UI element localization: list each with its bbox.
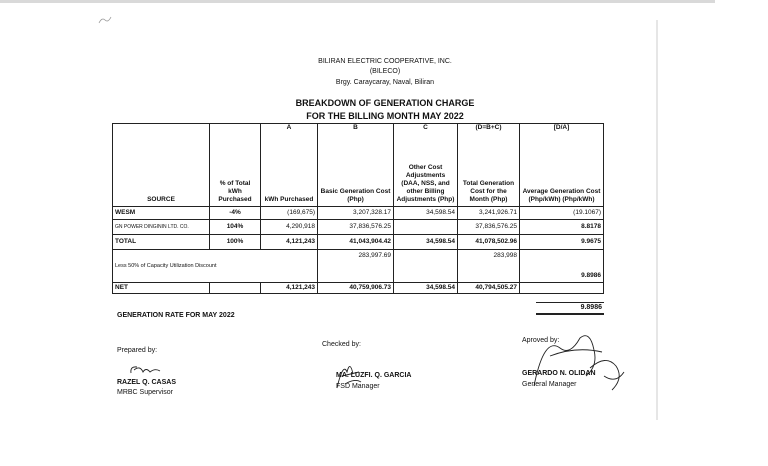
cell-total: 3,241,926.71 bbox=[458, 206, 520, 219]
column-header-avg: Average Generation Cost (Php/kWh) (Php/kWh) bbox=[520, 132, 604, 206]
cell-basic: 283,997.69 bbox=[318, 249, 394, 282]
cell-avg: 8.8178 bbox=[520, 219, 604, 234]
letter-cell-empty bbox=[113, 124, 210, 133]
approved-by-label: Aproved by: bbox=[522, 337, 560, 344]
approved-by-name: GERARDO N. OLIDAN bbox=[522, 370, 596, 377]
generation-charge-table bbox=[112, 123, 604, 294]
cell-avg: 9.9675 bbox=[520, 234, 604, 249]
scan-edge-top bbox=[0, 0, 715, 3]
cell-other: 34,598.54 bbox=[394, 206, 458, 219]
letter-cell-empty bbox=[210, 124, 261, 133]
checked-by-name: MA. LUZFI. Q. GARCIA bbox=[336, 372, 412, 379]
column-letter-b: B bbox=[318, 124, 394, 133]
cell-basic: 41,043,904.42 bbox=[318, 234, 394, 249]
column-header-total: Total Generation Cost for the Month (Php) bbox=[458, 132, 520, 206]
cell-discount-label: Less 50% of Capacity Utilization Discount bbox=[113, 249, 318, 282]
cell-basic: 40,759,906.73 bbox=[318, 282, 394, 293]
cell-source: GN POWER DINGININ LTD. CO. bbox=[113, 219, 210, 234]
cell-other: 34,598.54 bbox=[394, 234, 458, 249]
cell-source: WESM bbox=[113, 206, 210, 219]
column-header-source: SOURCE bbox=[113, 132, 210, 206]
table-row-net bbox=[113, 282, 604, 293]
cell-avg-empty bbox=[520, 282, 604, 293]
prepared-by-name: RAZEL Q. CASAS bbox=[117, 379, 176, 386]
cell-pct: 100% bbox=[210, 234, 261, 249]
cell-avg: 9.8986 bbox=[520, 249, 604, 282]
company-name: BILIRAN ELECTRIC COOPERATIVE, INC. bbox=[318, 58, 452, 65]
column-letter-c: C bbox=[394, 124, 458, 133]
cell-total: 40,794,505.27 bbox=[458, 282, 520, 293]
cell-total: 41,078,502.96 bbox=[458, 234, 520, 249]
cell-pct-empty bbox=[210, 282, 261, 293]
prepared-signature bbox=[128, 362, 162, 378]
column-letter-d: (D=B+C) bbox=[458, 124, 520, 133]
cell-kwh: 4,290,918 bbox=[261, 219, 318, 234]
cell-kwh: 4,121,243 bbox=[261, 282, 318, 293]
cell-kwh: 4,121,243 bbox=[261, 234, 318, 249]
table-row-total bbox=[113, 234, 604, 249]
cell-other: 34,598.54 bbox=[394, 282, 458, 293]
checked-by-title: FSD Manager bbox=[336, 383, 380, 390]
cell-total: 283,998 bbox=[458, 249, 520, 282]
company-address: Brgy. Caraycaray, Naval, Biliran bbox=[335, 79, 435, 86]
prepared-by-label: Prepared by: bbox=[117, 347, 158, 354]
approved-by-title: General Manager bbox=[522, 381, 577, 388]
cell-source: TOTAL bbox=[113, 234, 210, 249]
cell-other bbox=[394, 219, 458, 234]
cell-basic: 3,207,328.17 bbox=[318, 206, 394, 219]
column-letter-e: [D/A] bbox=[520, 124, 604, 133]
document-subtitle: FOR THE BILLING MONTH MAY 2022 bbox=[306, 111, 464, 121]
column-header-pct: % of Total kWh Purchased bbox=[210, 132, 261, 206]
column-header-basic: Basic Generation Cost (Php) bbox=[318, 132, 394, 206]
cell-total: 37,836,576.25 bbox=[458, 219, 520, 234]
pen-mark bbox=[98, 15, 112, 25]
header-letters-row bbox=[113, 124, 604, 133]
column-header-other: Other Cost Adjustments (DAA, NSS, and other Billing Adjustments (Php) bbox=[394, 132, 458, 206]
table-row-gn-power bbox=[113, 219, 604, 234]
company-abbrev: (BILECO) bbox=[369, 68, 401, 75]
header-labels-row bbox=[113, 132, 604, 206]
cell-pct: 104% bbox=[210, 219, 261, 234]
cell-basic: 37,836,576.25 bbox=[318, 219, 394, 234]
column-header-kwh: kWh Purchased bbox=[261, 132, 318, 206]
cell-kwh: (169,675) bbox=[261, 206, 318, 219]
cell-pct: -4% bbox=[210, 206, 261, 219]
prepared-by-title: MRBC Supervisor bbox=[117, 389, 174, 396]
generation-rate-label: GENERATION RATE FOR MAY 2022 bbox=[117, 312, 235, 319]
column-letter-a: A bbox=[261, 124, 318, 133]
table-row-discount bbox=[113, 249, 604, 282]
table-row-wesm bbox=[113, 206, 604, 219]
checked-by-label: Checked by: bbox=[322, 341, 361, 348]
document-title: BREAKDOWN OF GENERATION CHARGE bbox=[295, 98, 475, 108]
cell-avg: (19.1067) bbox=[520, 206, 604, 219]
cell-source: NET bbox=[113, 282, 210, 293]
generation-rate-value: 9.8986 bbox=[536, 302, 604, 315]
scan-edge-right bbox=[656, 20, 658, 420]
cell-other-empty bbox=[394, 249, 458, 282]
